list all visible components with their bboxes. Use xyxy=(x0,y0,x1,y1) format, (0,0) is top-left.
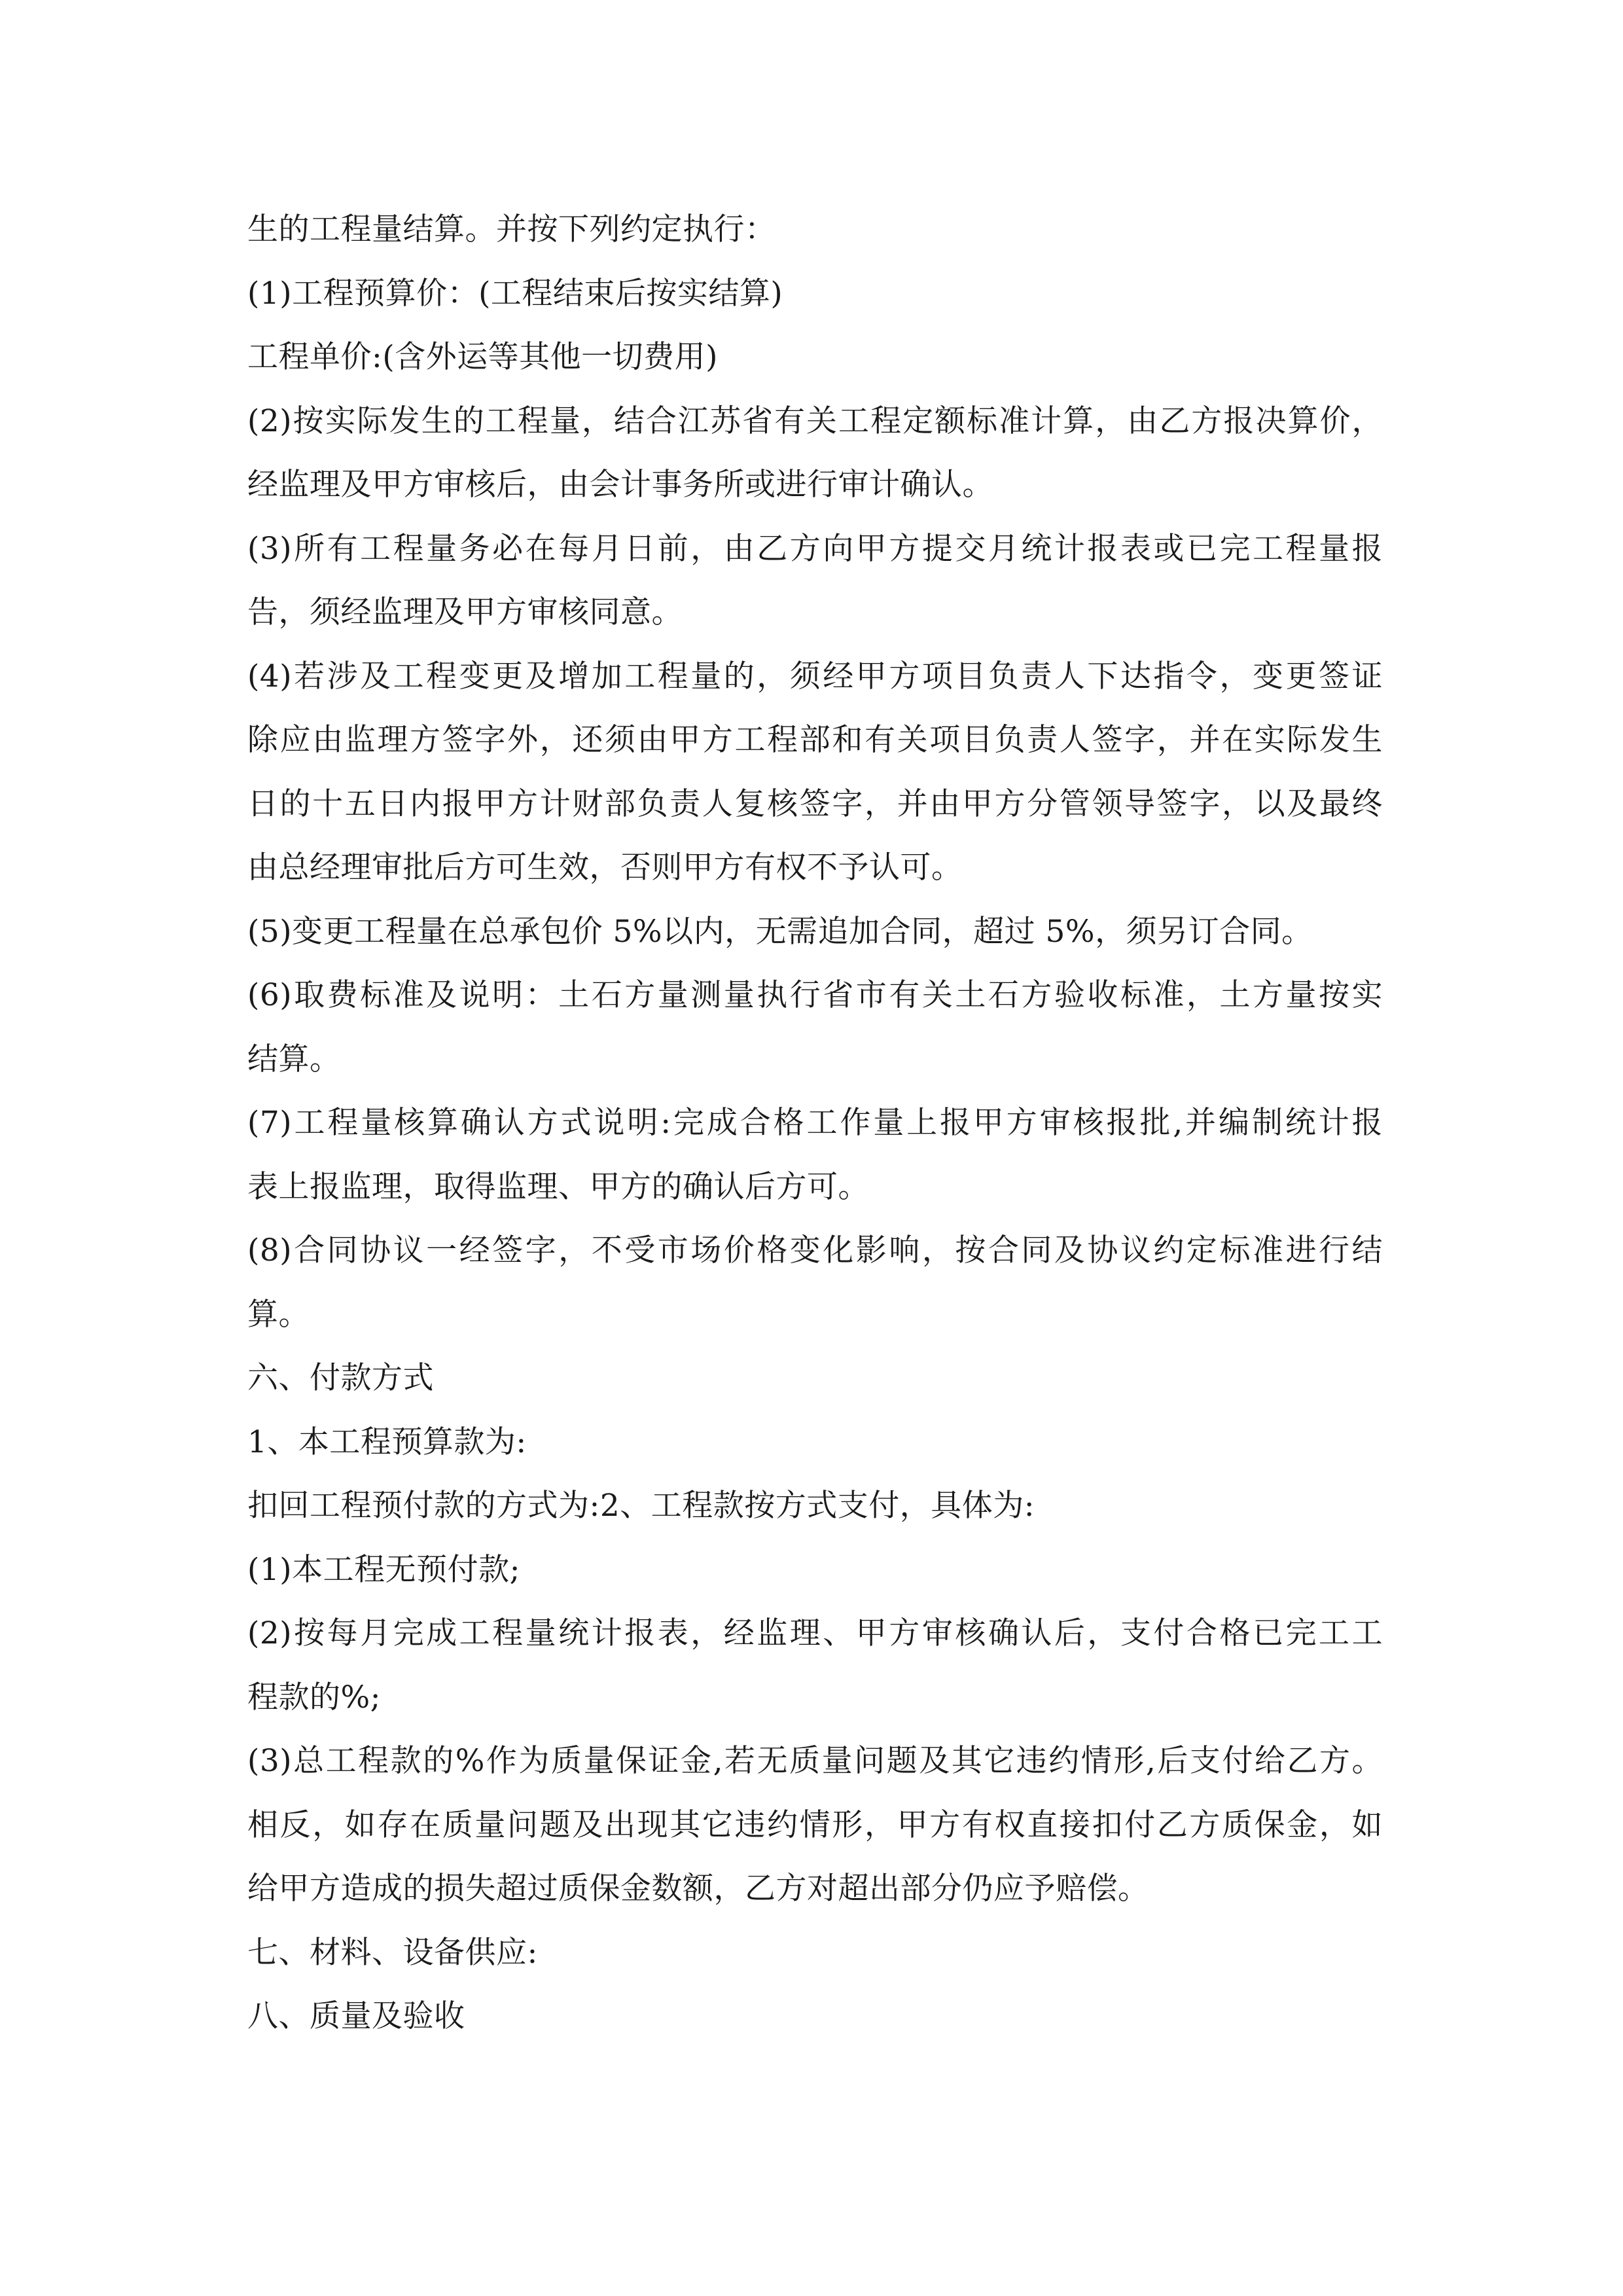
text-line: (5)变更工程量在总承包价 5%以内，无需追加合同，超过 5%，须另订合同。 xyxy=(247,913,1313,950)
text-line: (3)所有工程量务必在每月日前，由乙方向甲方提交月统计报表或已完工程量报 xyxy=(247,530,1383,567)
text-line: 扣回工程预付款的方式为:2、工程款按方式支付，具体为: xyxy=(247,1488,1035,1524)
text-line: 1、本工程预算款为: xyxy=(247,1424,527,1460)
text-line: 算。 xyxy=(247,1296,310,1333)
text-line: 相反，如存在质量问题及出现其它违约情形，甲方有权直接扣付乙方质保金，如 xyxy=(247,1806,1383,1843)
text-line: 结算。 xyxy=(247,1041,341,1077)
text-line: 由总经理审批后方可生效，否则甲方有权不予认可。 xyxy=(247,850,963,886)
text-line: (1)本工程无预付款; xyxy=(247,1551,520,1588)
text-line: 给甲方造成的损失超过质保金数额，乙方对超出部分仍应予赔偿。 xyxy=(247,1871,1149,1907)
text-line: 工程单价:(含外运等其他一切费用) xyxy=(247,339,719,375)
text-line: (6)取费标准及说明：土石方量测量执行省市有关土石方验收标准，土方量按实 xyxy=(247,977,1383,1013)
text-line: 日的十五日内报甲方计财部负责人复核签字，并由甲方分管领导签字，以及最终 xyxy=(247,785,1383,822)
text-line: (8)合同协议一经签字，不受市场价格变化影响，按合同及协议约定标准进行结 xyxy=(247,1232,1383,1268)
text-line: 八、质量及验收 xyxy=(247,1998,465,2034)
text-line: 告，须经监理及甲方审核同意。 xyxy=(247,594,683,630)
text-line: 经监理及甲方审核后，由会计事务所或进行审计确认。 xyxy=(247,467,993,503)
text-line: 生的工程量结算。并按下列约定执行： xyxy=(247,211,776,247)
text-line: 程款的%; xyxy=(247,1679,381,1715)
text-line: (1)工程预算价：(工程结束后按实结算) xyxy=(247,275,783,312)
text-line: (2)按每月完成工程量统计报表，经监理、甲方审核确认后，支付合格已完工工 xyxy=(247,1615,1383,1651)
text-line: 除应由监理方签字外，还须由甲方工程部和有关项目负责人签字，并在实际发生 xyxy=(247,722,1383,758)
text-line: 表上报监理，取得监理、甲方的确认后方可。 xyxy=(247,1168,869,1205)
text-line: (4)若涉及工程变更及增加工程量的，须经甲方项目负责人下达指令，变更签证 xyxy=(247,658,1383,694)
text-line: (7)工程量核算确认方式说明:完成合格工作量上报甲方审核报批,并编制统计报 xyxy=(247,1105,1383,1141)
document-body xyxy=(247,198,1383,2049)
text-line: 七、材料、设备供应: xyxy=(247,1934,538,1971)
text-line: (2)按实际发生的工程量，结合江苏省有关工程定额标准计算，由乙方报决算价， xyxy=(247,403,1383,439)
text-line: 六、付款方式 xyxy=(247,1360,434,1396)
text-line: (3)总工程款的%作为质量保证金,若无质量问题及其它违约情形,后支付给乙方。 xyxy=(247,1743,1383,1779)
